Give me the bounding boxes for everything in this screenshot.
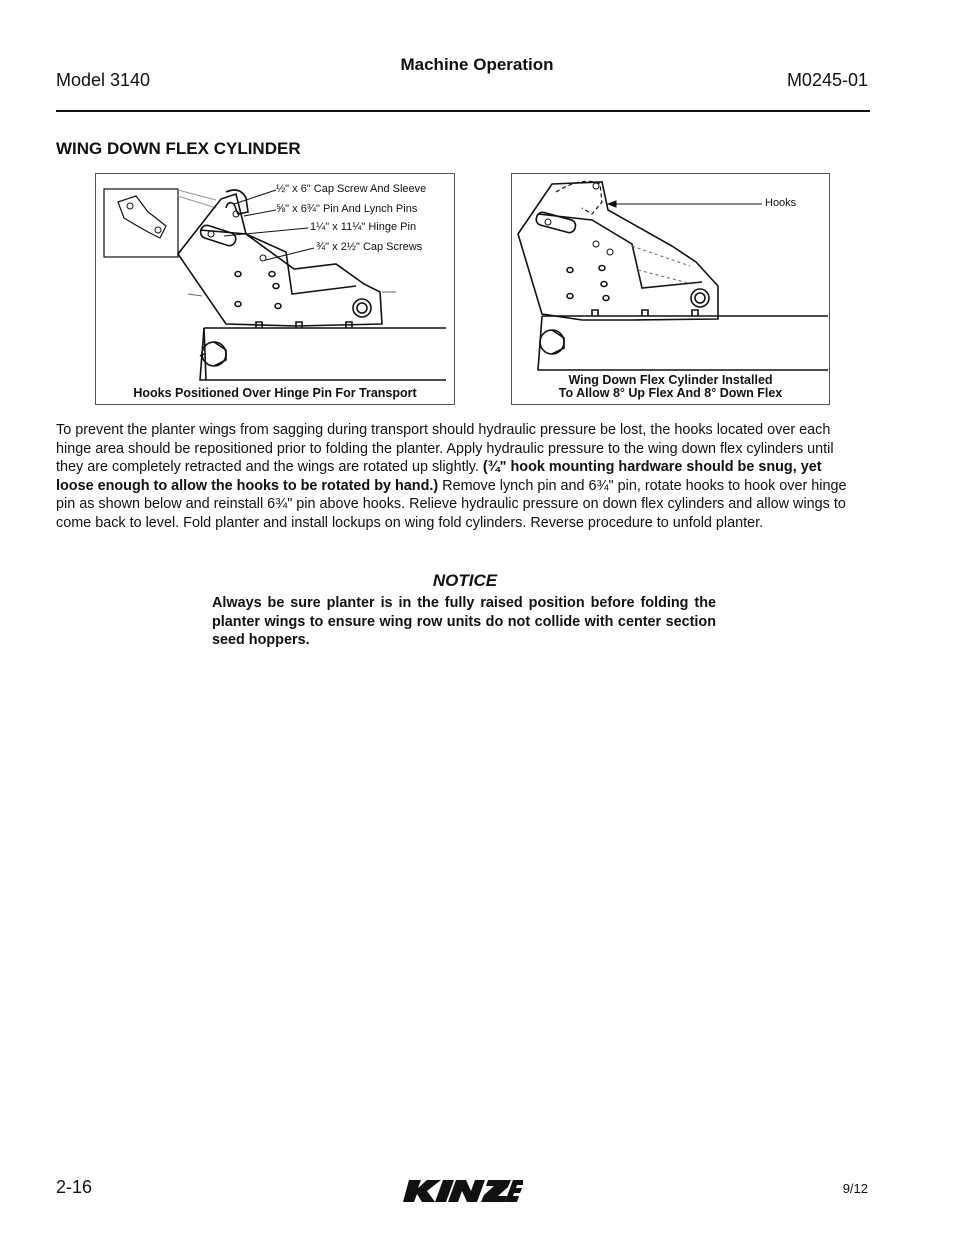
header-model: Model 3140 (56, 70, 151, 90)
figure-hooks-transport (95, 173, 455, 405)
header-doc-number: M0245-01 (786, 70, 868, 90)
notice-title: NOTICE (432, 571, 498, 590)
page-number: 2-16 (56, 1177, 93, 1197)
callout-cap-screws: ¾" x 2½" Cap Screws (316, 241, 423, 253)
callout-cap-screw-sleeve: ½" x 6" Cap Screw And Sleeve (276, 183, 427, 195)
procedure-paragraph (56, 421, 862, 533)
kinze-logo-graphic (403, 1176, 523, 1206)
procedure-text-part1: To prevent the planter wings from sagging during transport should hydraulic pressure be lost, the hooks located over each hinge area should be repositioned prior to folding the planter. Apply hydraulic pressure to the wing down flex cylinders until they are completely retracted and the wings are rotated up slightly. (56, 422, 834, 476)
callout-hooks: Hooks (765, 197, 797, 209)
figure-right-caption-line1: Wing Down Flex Cylinder Installed (568, 373, 773, 387)
procedure-text-bold: (¾" hook mounting hardware should be snug, yet loose enough to allow the hooks to be rotated by hand.) (56, 459, 822, 494)
callout-pin-lynch-pins: ⅝" x 6¾" Pin And Lynch Pins (276, 203, 418, 215)
figure-right-caption-line2: To Allow 8° Up Flex And 8° Down Flex (558, 386, 783, 400)
notice-text: Always be sure planter is in the fully raised position before folding the planter wings to ensure wing row units do not collide with center section seed hoppers. (212, 595, 716, 649)
header-rule (56, 110, 870, 112)
kinze-logo (403, 1176, 523, 1211)
callout-hinge-pin: 1¼" x 11¼" Hinge Pin (310, 221, 417, 233)
section-title: WING DOWN FLEX CYLINDER (56, 139, 301, 158)
header-section-title: Machine Operation (400, 55, 554, 74)
figure-left-caption: Hooks Positioned Over Hinge Pin For Transport (133, 386, 417, 400)
revision-date: 9/12 (842, 1181, 868, 1196)
procedure-text-part2: Remove lynch pin and 6¾" pin, rotate hooks to hook over hinge pin as shown below and reinstall 6¾" pin above hooks. Relieve hydraulic pressure on down flex cylinders and allow wings to come back to level. Fold planter and install lockups on wing fold cylinders. Reverse procedure to unfold planter. (56, 477, 847, 531)
figure-flex-installed (511, 173, 830, 405)
